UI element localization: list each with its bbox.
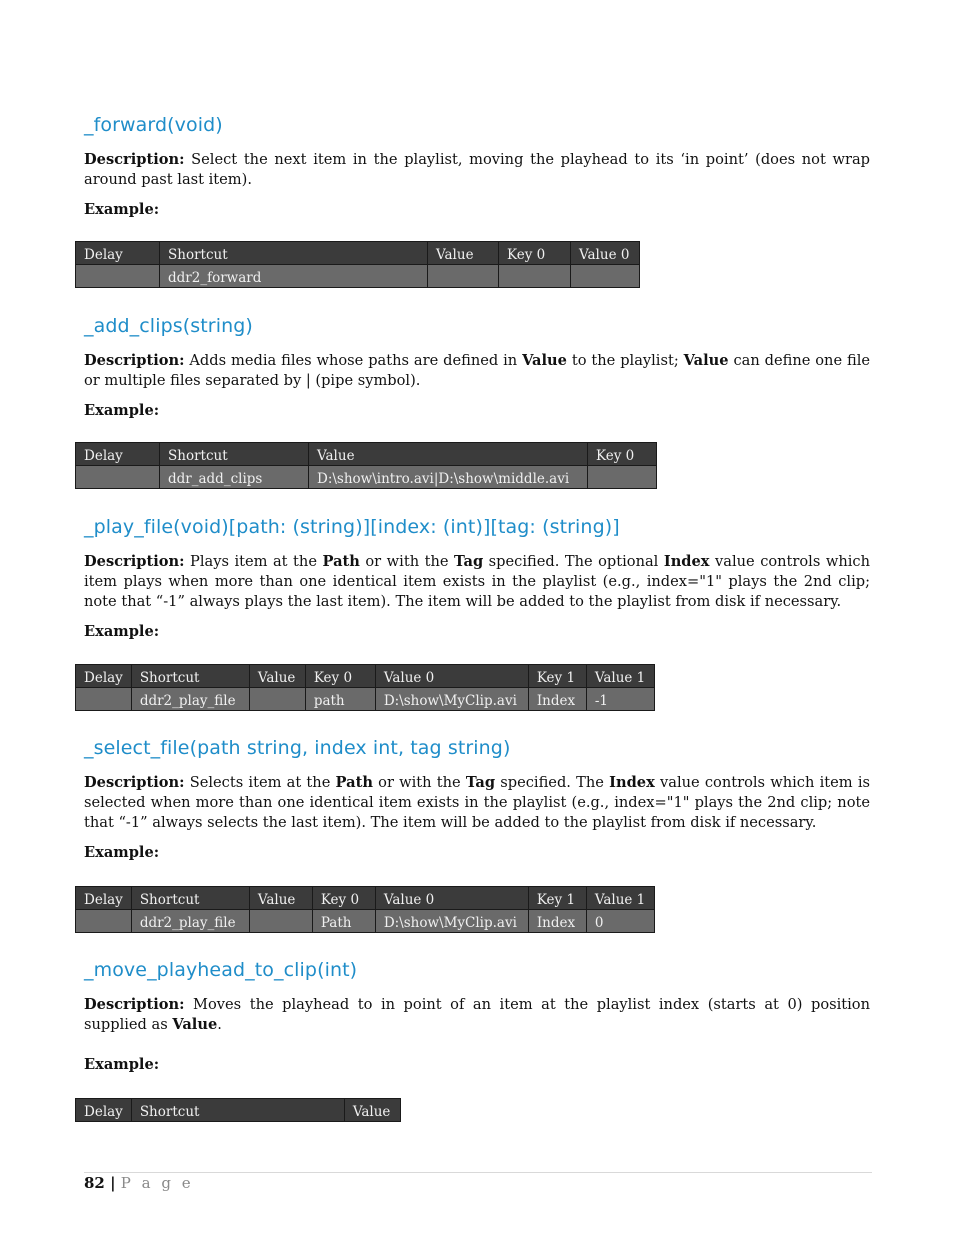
table-header-cell: Key 0 — [499, 242, 571, 265]
table-cell: Index — [528, 688, 586, 711]
table-header-cell: Value — [428, 242, 499, 265]
example-table-move-playhead — [75, 1098, 401, 1122]
table-header-cell: Delay — [76, 1099, 132, 1122]
example-table-select-file — [75, 886, 655, 933]
section-select-file — [84, 737, 870, 863]
footer-separator: | — [104, 1174, 121, 1192]
table-cell: ddr_add_clips — [160, 466, 309, 489]
table-cell: ddr2_play_file — [131, 910, 249, 933]
table-header-cell: Delay — [76, 242, 160, 265]
table-header-cell: Value 0 — [571, 242, 640, 265]
table-row — [76, 910, 655, 933]
table-header-cell: Delay — [76, 443, 160, 466]
table-cell — [76, 688, 132, 711]
table-header-cell: Key 1 — [528, 665, 586, 688]
table-cell — [249, 688, 305, 711]
table-header-cell: Shortcut — [160, 443, 309, 466]
table-header-row — [76, 1099, 401, 1122]
table-header-cell: Shortcut — [131, 1099, 344, 1122]
table-cell — [428, 265, 499, 288]
example-label: Example: — [84, 402, 160, 419]
table-row — [76, 466, 657, 489]
table-header-cell: Value — [309, 443, 588, 466]
table-row — [76, 688, 655, 711]
table-cell: ddr2_play_file — [131, 688, 249, 711]
table-header-cell: Value — [249, 665, 305, 688]
table-header-cell: Key 1 — [528, 887, 586, 910]
section-heading: _forward(void) — [84, 114, 223, 136]
table-header-row — [76, 443, 657, 466]
table-header-cell: Value 1 — [586, 887, 654, 910]
page-word: P a g e — [120, 1174, 194, 1192]
description: Description: Adds media files whose paths are defined in Value to the playlist; Value can define one file or multiple files separated by | (pipe symbol). — [84, 352, 871, 389]
example-label: Example: — [84, 623, 160, 640]
table-cell — [249, 910, 312, 933]
table-header-cell: Delay — [76, 665, 132, 688]
example-label: Example: — [84, 201, 160, 218]
description: Description: Select the next item in the playlist, moving the playhead to its ‘in point’ (does not wrap around past last item). — [84, 151, 870, 188]
table-cell — [499, 265, 571, 288]
table-header-cell: Key 0 — [588, 443, 657, 466]
section-heading: _play_file(void)[path: (string)][index: (int)][tag: (string)] — [84, 516, 620, 538]
table-cell — [588, 466, 657, 489]
table-cell — [76, 910, 132, 933]
table-header-cell: Key 0 — [312, 887, 375, 910]
table-cell: Index — [528, 910, 586, 933]
table-header-cell: Value — [344, 1099, 400, 1122]
table-cell: 0 — [586, 910, 654, 933]
section-heading: _add_clips(string) — [84, 315, 253, 337]
table-cell: D:\show\MyClip.avi — [375, 910, 528, 933]
table-header-cell: Shortcut — [131, 665, 249, 688]
page-number: 82 — [84, 1174, 105, 1192]
table-cell: D:\show\intro.avi|D:\show\middle.avi — [309, 466, 588, 489]
table-cell: Path — [312, 910, 375, 933]
table-header-cell: Delay — [76, 887, 132, 910]
table-header-row — [76, 665, 655, 688]
table-cell: D:\show\MyClip.avi — [375, 688, 528, 711]
table-header-cell: Key 0 — [305, 665, 375, 688]
section-heading: _move_playhead_to_clip(int) — [84, 959, 358, 981]
description: Description: Plays item at the Path or with the Tag specified. The optional Index value controls which item plays when more than one identical item exists in the playlist (e.g., index="1" plays the 2nd clip; note that “-1” always plays the last item). The item will be added to the playlist from disk if necessary. — [84, 553, 870, 610]
section-play-file — [84, 516, 870, 642]
table-cell: ddr2_forward — [160, 265, 428, 288]
table-header-row — [76, 242, 640, 265]
table-header-cell: Shortcut — [131, 887, 249, 910]
table-header-cell: Value 0 — [375, 665, 528, 688]
description: Description: Selects item at the Path or with the Tag specified. The Index value controls which item is selected when more than one identical item exists in the playlist (e.g., index="1" plays the 2nd clip; note that “-1” always selects the last item). The item will be added to the playlist from disk if necessary. — [84, 774, 870, 831]
section-add-clips — [84, 315, 870, 421]
table-cell — [571, 265, 640, 288]
footer-divider — [84, 1172, 872, 1173]
table-header-cell: Value 1 — [586, 665, 654, 688]
section-forward — [84, 114, 870, 220]
table-header-cell: Value 0 — [375, 887, 528, 910]
example-table-forward — [75, 241, 640, 288]
section-move-playhead — [84, 959, 870, 1075]
page-footer — [84, 1174, 194, 1192]
example-table-play-file — [75, 664, 655, 711]
table-cell — [76, 466, 160, 489]
example-label: Example: — [84, 844, 160, 861]
table-cell: path — [305, 688, 375, 711]
description: Description: Moves the playhead to in point of an item at the playlist index (starts at 0) position supplied as Value. — [84, 996, 870, 1033]
table-cell — [76, 265, 160, 288]
section-heading: _select_file(path string, index int, tag string) — [84, 737, 511, 759]
table-header-cell: Shortcut — [160, 242, 428, 265]
table-cell: -1 — [586, 688, 654, 711]
table-row — [76, 265, 640, 288]
table-header-cell: Value — [249, 887, 312, 910]
table-header-row — [76, 887, 655, 910]
example-label: Example: — [84, 1056, 160, 1073]
example-table-add-clips — [75, 442, 657, 489]
